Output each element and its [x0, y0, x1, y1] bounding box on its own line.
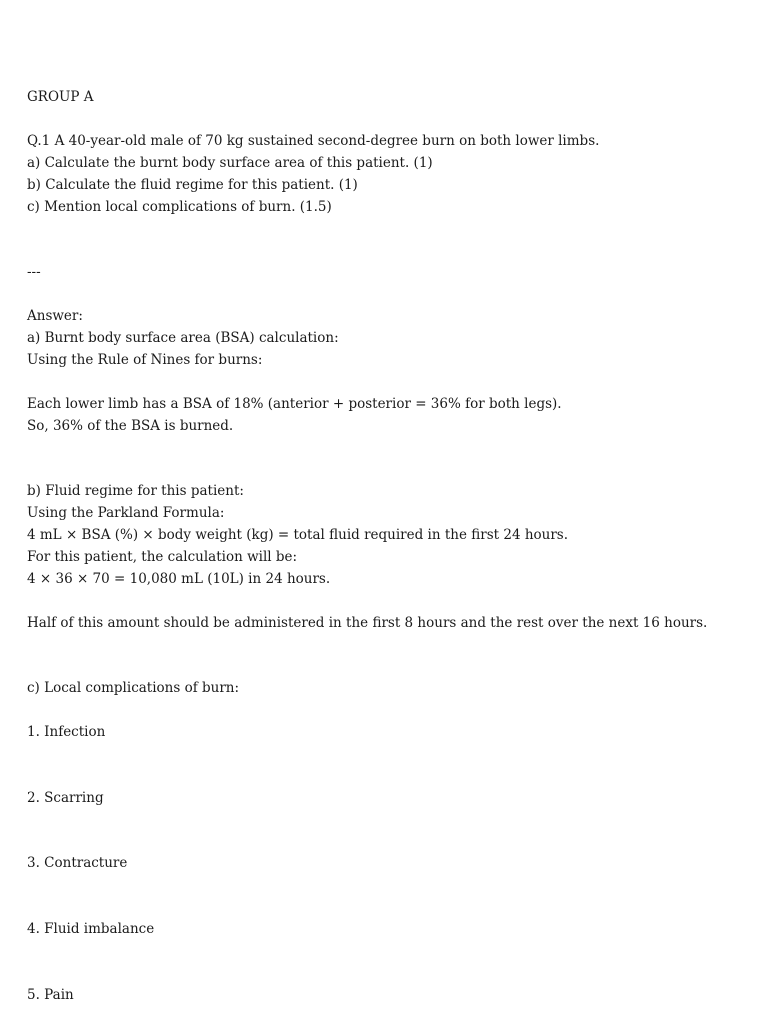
list-item: 3. Contracture: [27, 855, 128, 871]
answer-a-detail: Each lower limb has a BSA of 18% (anterior + posterior = 36% for both legs).: [27, 396, 562, 412]
list-item: 2. Scarring: [27, 790, 104, 806]
answer-b-method: Using the Parkland Formula:: [27, 505, 225, 521]
question-part-c: c) Mention local complications of burn. (1.5): [27, 199, 332, 215]
list-item: 5. Pain: [27, 987, 74, 1003]
answer-c-title: c) Local complications of burn:: [27, 680, 240, 696]
answer-a-result: So, 36% of the BSA is burned.: [27, 418, 234, 434]
question-part-a: a) Calculate the burnt body surface area of this patient. (1): [27, 155, 433, 171]
question-stem: Q.1 A 40-year-old male of 70 kg sustained second-degree burn on both lower limbs.: [27, 133, 600, 149]
answer-b-title: b) Fluid regime for this patient:: [27, 483, 244, 499]
answer-b-intro: For this patient, the calculation will be:: [27, 549, 298, 565]
section-heading: GROUP A: [27, 89, 94, 105]
answer-label: Answer:: [27, 308, 83, 324]
list-item: 4. Fluid imbalance: [27, 921, 155, 937]
answer-a-method: Using the Rule of Nines for burns:: [27, 352, 263, 368]
list-item: 1. Infection: [27, 724, 106, 740]
answer-a-title: a) Burnt body surface area (BSA) calculation:: [27, 330, 339, 346]
answer-b-calc: 4 × 36 × 70 = 10,080 mL (10L) in 24 hours.: [27, 571, 331, 587]
separator: ---: [27, 264, 41, 280]
answer-b-formula: 4 mL × BSA (%) × body weight (kg) = total fluid required in the first 24 hours.: [27, 527, 569, 543]
answer-b-note: Half of this amount should be administered in the first 8 hours and the rest over the next 16 hours.: [27, 615, 708, 631]
question-part-b: b) Calculate the fluid regime for this patient. (1): [27, 177, 358, 193]
